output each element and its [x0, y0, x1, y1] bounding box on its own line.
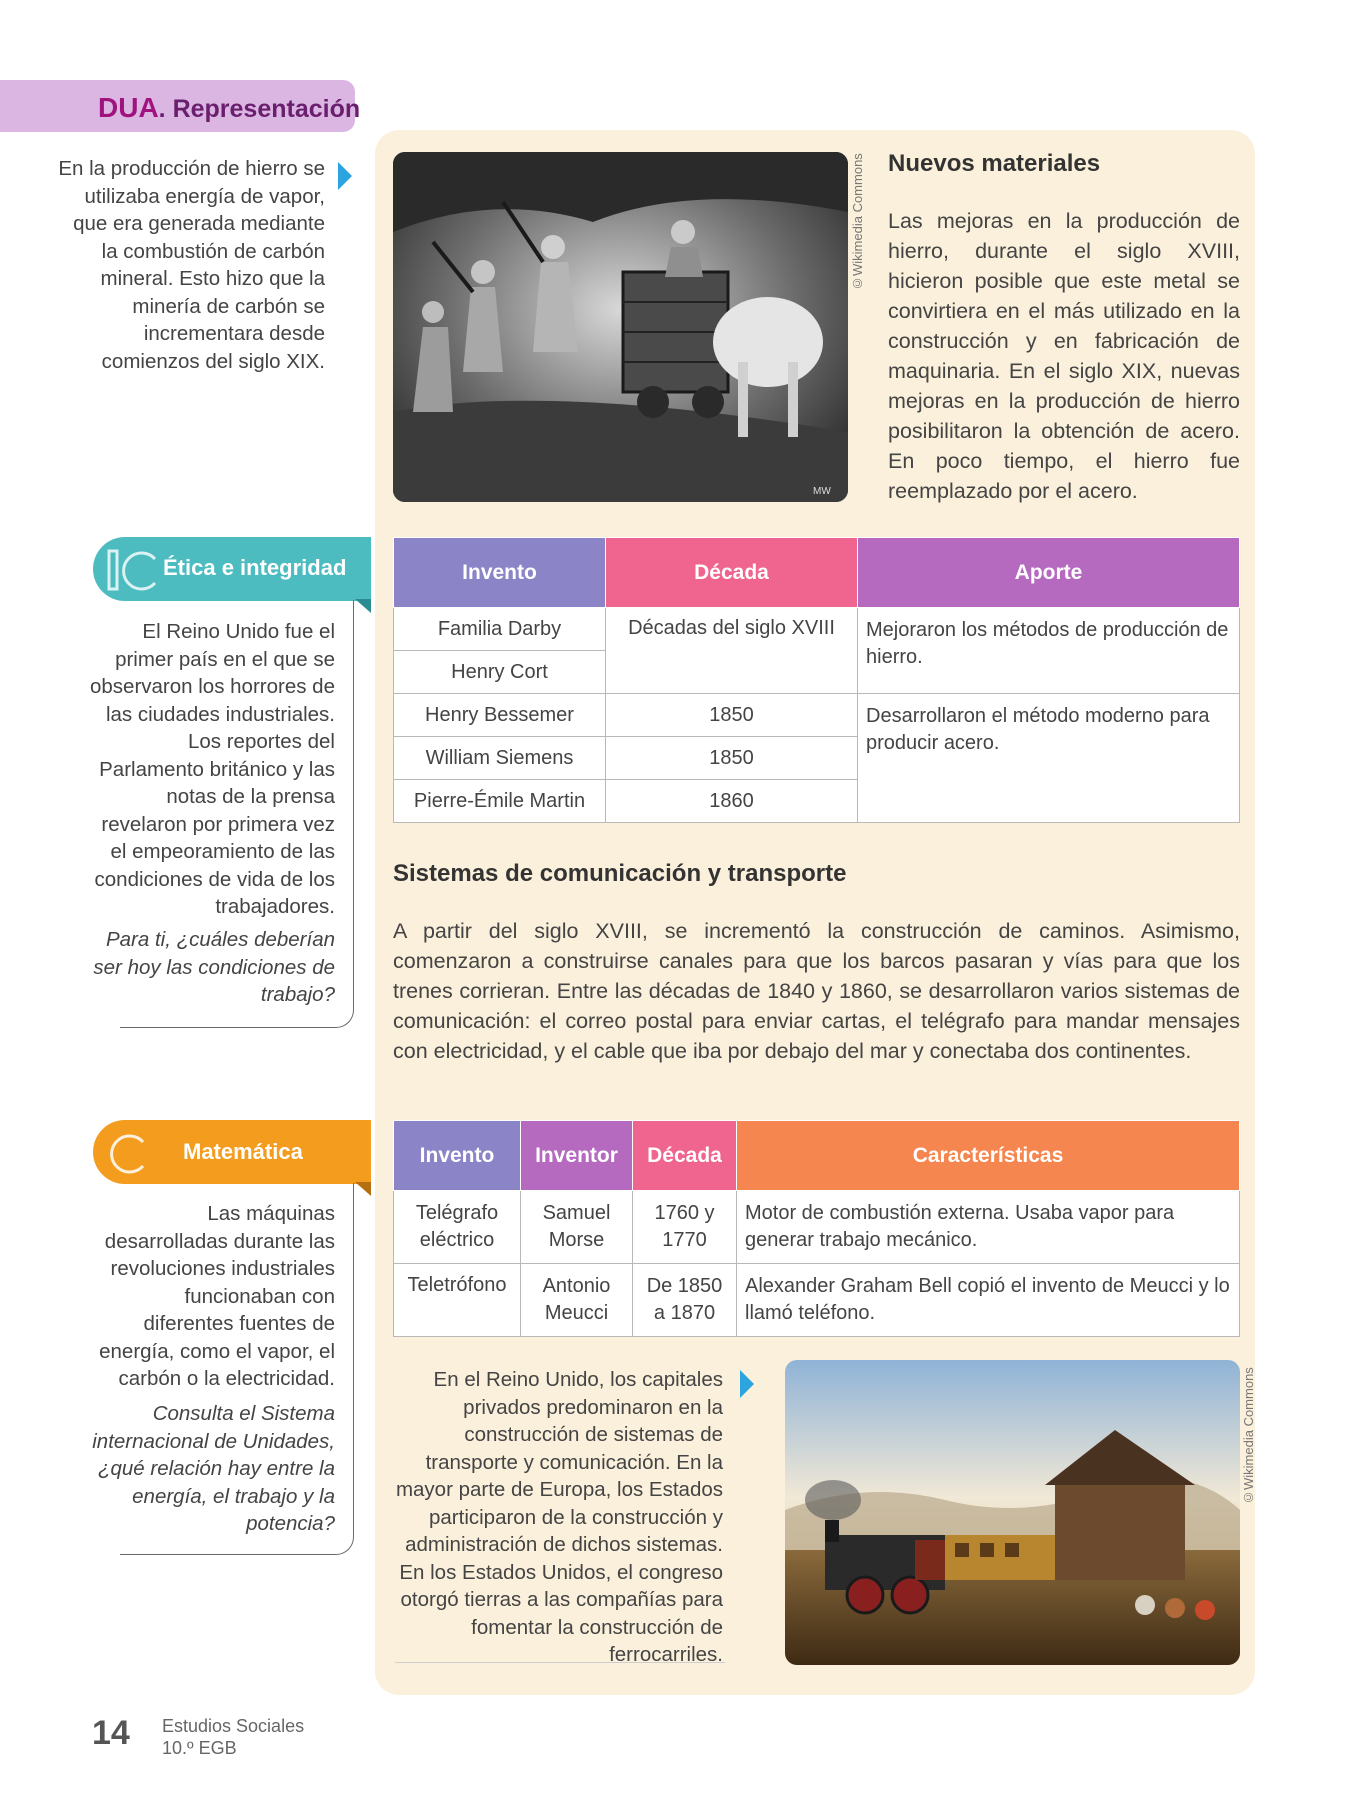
- table-cell: Antonio Meucci: [521, 1264, 633, 1337]
- c-logo-icon: [101, 1128, 151, 1178]
- table2-header: Invento: [394, 1121, 521, 1191]
- table-cell: 1850: [606, 694, 858, 737]
- table-cell: Samuel Morse: [521, 1191, 633, 1264]
- table-cell: Motor de combustión externa. Usaba vapor para generar trabajo mecánico.: [737, 1191, 1240, 1264]
- table1-header: Década: [606, 538, 858, 608]
- table-cell: Mejoraron los métodos de producción de hierro.: [858, 608, 1240, 694]
- table2-header: Década: [633, 1121, 737, 1191]
- etica-text: El Reino Unido fue el primer país en el que se observaron los horrores de las ciudades industriales. Los reportes del Parlamento británico y las notas de la prensa revelaron por primera vez el empeoramiento de las condiciones de vida de los trabajadores.: [90, 620, 335, 918]
- table-cell: 1850: [606, 737, 858, 780]
- dua-note: En la producción de hierro se utilizaba energía de vapor, que era generada mediante la combustión de carbón mineral. Esto hizo que la minería de carbón se incrementara desde comienzos del siglo XIX.: [58, 157, 325, 373]
- table-cell: Desarrollaron el método moderno para producir acero.: [858, 694, 1240, 823]
- table2-header: Inventor: [521, 1121, 633, 1191]
- footer-grade: 10.º EGB: [162, 1738, 237, 1758]
- tab-fold: [355, 599, 371, 613]
- dua-tab: [0, 80, 361, 132]
- image-signature: MW: [813, 486, 831, 497]
- sistemas-title: Sistemas de comunicación y transporte: [393, 860, 847, 887]
- image-credit: ©Wikimedia Commons: [1241, 1367, 1256, 1505]
- communication-table: [393, 1120, 1240, 1337]
- etica-question: Para ti, ¿cuáles deberían ser hoy las condiciones de trabajo?: [93, 928, 335, 1006]
- matematica-text: Las máquinas desarrolladas durante las revoluciones industriales funcionaban con diferentes fuentes de energía, como el vapor, el carbón o la electricidad.: [99, 1202, 335, 1390]
- table1-header: Aporte: [858, 538, 1240, 608]
- table-cell: 1760 y 1770: [633, 1191, 737, 1264]
- reino-unido-note: En el Reino Unido, los capitales privados predominaron en la construcción de sistemas de transporte y comunicación. En la mayor parte de Europa, los Estados participaron de la construcción y administración de dichos sistemas. En los Estados Unidos, el congreso otorgó tierras a las compañías para fomentar la construcción de ferrocarriles.: [395, 1368, 723, 1666]
- tab-fold: [355, 1182, 371, 1196]
- table-cell: Familia Darby: [394, 608, 606, 651]
- table-cell: Telégrafo eléctrico: [394, 1191, 521, 1264]
- image-credit: ©Wikimedia Commons: [850, 153, 865, 291]
- table-cell: Henry Cort: [394, 651, 606, 694]
- table1-header: Invento: [394, 538, 606, 608]
- table2-header: Características: [737, 1121, 1240, 1191]
- table-cell: Pierre-Émile Martin: [394, 780, 606, 823]
- note-underline: [395, 1662, 725, 1663]
- matematica-title: Matemática: [183, 1139, 303, 1164]
- table-cell: 1860: [606, 780, 858, 823]
- ic-logo-icon: [103, 545, 163, 595]
- sistemas-text: A partir del siglo XVIII, se incrementó la construcción de caminos. Asimismo, comenzaron a construirse canales para que los barcos pasaran y vías para que los trenes corrieran. Entre las décadas de 1840 y 1860, se desarrollaron varios sistemas de comunicación: el correo postal para enviar cartas, el telégrafo para mandar mensajes con electricidad, y el cable que iba por debajo del mar y conectaba dos continentes.: [393, 919, 1240, 1063]
- footer-subject: [162, 1715, 304, 1759]
- nuevos-materiales-text: Las mejoras en la producción de hierro, durante el siglo XVIII, hicieron posible que este metal se convirtiera en el más utilizado en la construcción y en fabricación de maquinaria. En el siglo XIX, nuevas mejoras en la producción de hierro posibilitaron la obtención de acero. En poco tiempo, el hierro fue reemplazado por el acero.: [888, 209, 1240, 503]
- table-cell: Henry Bessemer: [394, 694, 606, 737]
- dua-title-rest: . Representación: [158, 95, 361, 123]
- arrow-right-icon: [338, 162, 352, 190]
- matematica-question: Consulta el Sistema internacional de Unidades, ¿qué relación hay entre la energía, el trabajo y la potencia?: [92, 1402, 335, 1535]
- etica-title: Ética e integridad: [163, 555, 347, 580]
- nuevos-materiales-title: Nuevos materiales: [888, 150, 1101, 177]
- table-cell: De 1850 a 1870: [633, 1264, 737, 1337]
- table-cell: Alexander Graham Bell copió el invento de Meucci y lo llamó teléfono.: [737, 1264, 1240, 1337]
- table-cell: Décadas del siglo XVIII: [606, 608, 858, 694]
- dua-title-bold: DUA: [98, 92, 159, 123]
- table-cell: Teletrófono: [394, 1264, 521, 1337]
- coal-mining-engraving: [393, 152, 848, 502]
- matematica-tab: [93, 1120, 371, 1184]
- inventions-table: [393, 537, 1240, 823]
- arrow-right-icon: [740, 1370, 754, 1398]
- page-number: 14: [92, 1714, 130, 1752]
- table-cell: William Siemens: [394, 737, 606, 780]
- railway-station-painting: [785, 1360, 1240, 1665]
- etica-integridad-tab: [93, 537, 371, 601]
- footer-subject-name: Estudios Sociales: [162, 1716, 305, 1736]
